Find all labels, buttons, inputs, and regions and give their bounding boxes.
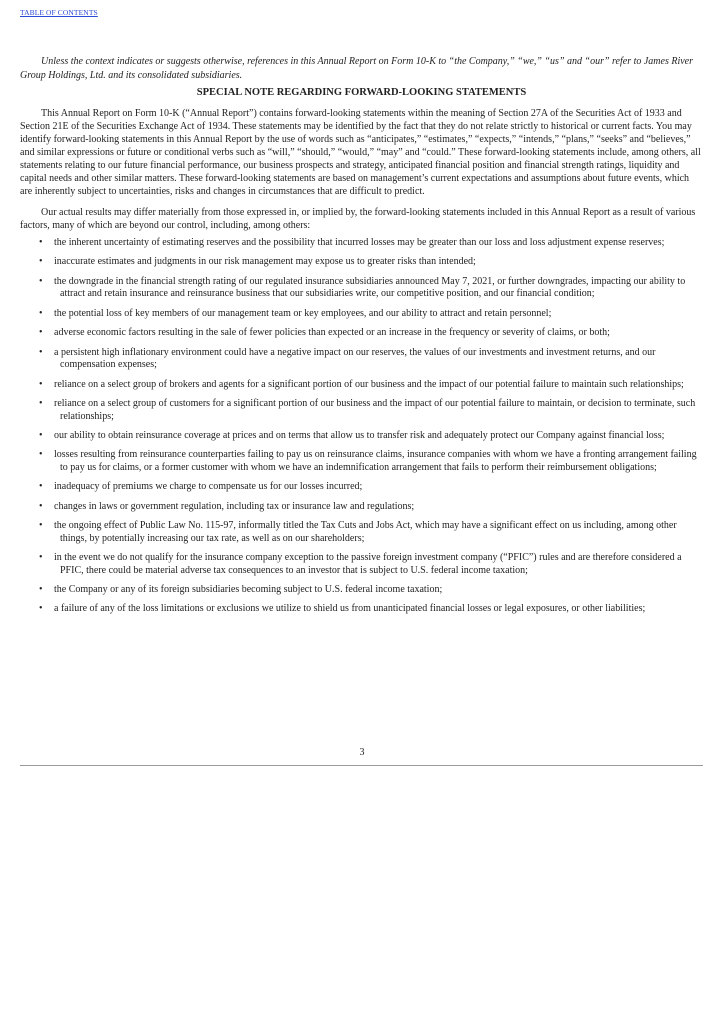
list-item: • the potential loss of key members of our management team or key employees, and our ability to attract and retain personnel; (39, 307, 552, 319)
bullet-icon: • (39, 429, 43, 441)
intro-paragraph: Unless the context indicates or suggests otherwise, references in this Annual Report on Form 10-K to “the Company,” “we,” “us” and “our” refer to James River Group Holdings, Ltd. and its consolidated subsidiaries. (20, 56, 694, 81)
list-item: • the Company or any of its foreign subsidiaries becoming subject to U.S. federal income taxation; (39, 584, 443, 596)
bullet-icon: • (39, 256, 43, 268)
page-divider (20, 765, 703, 766)
paragraph-actual-results: Our actual results may differ materially from those expressed in, or implied by, the forward-looking statements included in this Annual Report as a result of various factors, many of which are beyond our control, including, among others: (20, 207, 696, 231)
list-item: • inaccurate estimates and judgments in our risk management may expose us to greater risks than intended; (39, 256, 476, 268)
bullet-icon: • (39, 346, 43, 358)
list-item: • reliance on a select group of brokers and agents for a significant portion of our business and the impact of our potential failure to maintain such relationships; (39, 378, 684, 390)
bullet-icon: • (39, 275, 43, 287)
list-item: • the ongoing effect of Public Law No. 115-97, informally titled the Tax Cuts and Jobs Act, which may have a significant effect on us including, among other things, by potentially increasing our tax rate, as well as on our shareholders; (39, 520, 677, 544)
bullet-icon: • (39, 603, 43, 615)
bullet-icon: • (39, 397, 43, 409)
list-item: • our ability to obtain reinsurance coverage at prices and on terms that allow us to transfer risk and adequately protect our Company against financial loss; (39, 429, 665, 441)
bullet-icon: • (39, 307, 43, 319)
paragraph-forward-looking: This Annual Report on Form 10-K (“Annual Report”) contains forward-looking statements within the meaning of Section 27A of the Securities Act of 1933 and Section 21E of the Securities Exchange Act of 1934. These statements may be identified by the fact that they do not relate strictly to historical or current facts. You may identify forward-looking statements in this Annual Report by the use of words such as “anticipates,” “estimates,” “expects,” “intends,” “plans,” “seeks” and “believes,” and similar expressions or future or conditional verbs such as “will,” “should,” “would,” “may” and “could.” These forward-looking statements include, among others, all statements relating to our future financial performance, our business prospects and strategy, anticipated financial position and financial strength ratings, liquidity and capital needs and other similar matters. These forward-looking statements are based on management’s current expectations and assumptions about future events, which are inherently subject to uncertainties, risks and changes in circumstances that are difficult to predict. (20, 108, 701, 197)
bullet-icon: • (39, 520, 43, 532)
bullet-icon: • (39, 327, 43, 339)
list-item: • the inherent uncertainty of estimating reserves and the possibility that incurred losses may be greater than our loss and loss adjustment expense reserves; (39, 237, 665, 248)
bullet-icon: • (39, 449, 43, 461)
bullet-icon: • (39, 237, 43, 248)
table-of-contents-link[interactable]: TABLE OF CONTENTS (20, 8, 98, 17)
page-number: 3 (359, 747, 365, 758)
list-item: • adverse economic factors resulting in the sale of fewer policies than expected or an increase in the frequency or severity of claims, or both; (39, 327, 610, 339)
risk-factor-list (20, 237, 703, 616)
section-heading: SPECIAL NOTE REGARDING FORWARD-LOOKING STATEMENTS (196, 87, 527, 98)
list-item: • a failure of any of the loss limitations or exclusions we utilize to shield us from unanticipated financial losses or legal exposures, or other liabilities; (39, 603, 646, 615)
list-item: • the downgrade in the financial strength rating of our regulated insurance subsidiaries announced May 7, 2021, or further downgrades, impacting our ability to attract and retain insurance and reinsurance business that our subsidiaries write, our competitive position, and our financial condition; (39, 275, 686, 300)
document-body (20, 55, 703, 623)
list-item: • losses resulting from reinsurance counterparties failing to pay us on reinsurance claims, insurance companies with whom we have a fronting arrangement failing to pay us for claims, or a former customer with whom we have an indemnification arrangement that fails to perform their reimbursement obligations; (39, 449, 697, 473)
bullet-icon: • (39, 481, 43, 493)
list-item: • inadequacy of premiums we charge to compensate us for our losses incurred; (39, 481, 363, 493)
bullet-icon: • (39, 500, 43, 512)
list-item: • a persistent high inflationary environment could have a negative impact on our reserves, the values of our investments and investment returns, and our compensation expenses; (39, 346, 656, 371)
list-item: • changes in laws or government regulation, including tax or insurance law and regulations; (39, 500, 415, 512)
bullet-icon: • (39, 552, 43, 564)
list-item: • in the event we do not qualify for the insurance company exception to the passive foreign investment company (“PFIC”) rules and are therefore considered a PFIC, there could be material adverse tax consequences to an investor that is subject to U.S. federal income taxation; (39, 552, 682, 576)
bullet-icon: • (39, 378, 43, 390)
list-item: • reliance on a select group of customers for a significant portion of our business and the impact of our potential failure to maintain, or decision to terminate, such relationships; (39, 397, 696, 422)
bullet-icon: • (39, 584, 43, 596)
